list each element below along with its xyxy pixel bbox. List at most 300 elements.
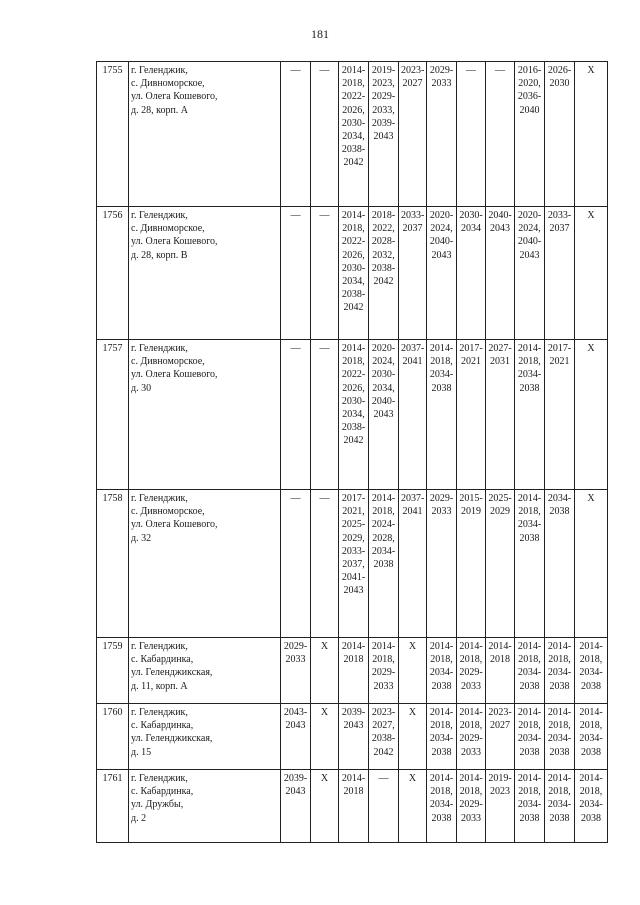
period-cell xyxy=(545,490,575,638)
period-cell xyxy=(486,638,515,704)
period-line: 2023 xyxy=(490,786,510,798)
period-cell xyxy=(457,638,486,704)
period-line: 2038 xyxy=(549,506,570,518)
period-line: 2024, xyxy=(430,223,453,235)
period-line: 2018, xyxy=(548,654,571,666)
address-line: г. Геленджик, xyxy=(131,641,188,652)
period-cell xyxy=(515,638,545,704)
period-line: — xyxy=(319,493,330,504)
address-line: г. Геленджик, xyxy=(131,493,188,504)
period-line: 2038 xyxy=(431,812,452,824)
period-line: 2018 xyxy=(343,654,364,666)
address-line: с. Кабардинка, xyxy=(131,786,194,798)
period-cell xyxy=(486,490,515,638)
period-cell xyxy=(545,340,575,490)
period-line: 2038 xyxy=(549,746,570,758)
period-cell xyxy=(427,638,457,704)
period-line: 2033 xyxy=(461,746,481,758)
address-line: с. Кабардинка, xyxy=(131,654,194,666)
table-body xyxy=(97,62,608,843)
period-line: 2020, xyxy=(518,78,541,90)
period-line: 2038 xyxy=(549,680,570,692)
period-line: 2014- xyxy=(488,641,512,652)
period-line: 2022- xyxy=(341,91,366,103)
period-line: X xyxy=(587,493,595,504)
period-line: 2014- xyxy=(517,343,542,354)
period-line: 2014- xyxy=(547,773,572,784)
period-cell xyxy=(281,207,311,340)
period-line: 2038 xyxy=(581,680,601,692)
record-number-cell: 1758 xyxy=(97,490,129,638)
address-line: ул. Олега Кошевого, xyxy=(131,369,218,381)
period-line: 2022- xyxy=(341,236,366,248)
period-line: 2014- xyxy=(341,343,366,354)
period-line: 2037 xyxy=(402,223,423,235)
address-cell xyxy=(129,490,281,638)
period-cell xyxy=(369,207,399,340)
period-line: 2021 xyxy=(549,356,570,368)
period-line: 2018, xyxy=(548,720,571,732)
period-line: 2017- xyxy=(547,343,572,354)
period-line: 2038 xyxy=(373,559,394,571)
period-cell xyxy=(427,207,457,340)
period-line: X xyxy=(320,641,329,652)
period-line: — xyxy=(319,65,330,76)
address-line: ул. Геленджикская, xyxy=(131,667,213,679)
period-line: 2037- xyxy=(401,343,425,354)
period-line: 2029- xyxy=(429,493,454,504)
period-cell xyxy=(399,770,427,843)
period-line: X xyxy=(587,65,595,76)
period-line: 2014- xyxy=(547,707,572,718)
address-line: с. Дивноморское, xyxy=(131,506,205,518)
period-line: 2017- xyxy=(341,493,366,504)
period-cell xyxy=(457,207,486,340)
period-cell xyxy=(311,770,339,843)
period-line: 2030 xyxy=(549,78,570,90)
period-line: 2038 xyxy=(549,812,570,824)
period-line: 2034- xyxy=(429,667,454,679)
period-line: 2018, xyxy=(579,786,603,798)
period-line: 2026- xyxy=(547,65,572,76)
period-line: 2020- xyxy=(429,210,454,221)
period-line: 2043 xyxy=(285,786,306,798)
period-line: 2014- xyxy=(517,773,542,784)
record-number-cell: 1761 xyxy=(97,770,129,843)
address-line: г. Геленджик, xyxy=(131,773,188,784)
period-line: 2026, xyxy=(342,104,365,116)
period-line: — xyxy=(495,65,505,76)
period-line: 2038 xyxy=(431,680,452,692)
period-cell xyxy=(427,490,457,638)
period-cell xyxy=(575,207,608,340)
table-row xyxy=(97,704,608,770)
period-cell xyxy=(427,770,457,843)
period-line: 2042 xyxy=(373,276,394,288)
period-cell xyxy=(399,704,427,770)
period-line: 2043 xyxy=(490,223,510,235)
period-line: 2034- xyxy=(547,799,572,811)
period-line: 2041 xyxy=(402,506,423,518)
period-line: — xyxy=(290,65,301,76)
period-line: 2038 xyxy=(519,746,540,758)
period-line: 2014- xyxy=(579,707,603,718)
period-cell xyxy=(575,62,608,207)
period-line: 2040 xyxy=(519,104,540,116)
period-line: 2025- xyxy=(341,519,366,531)
address-line: д. 28, корп. А xyxy=(131,104,189,116)
address-line: д. 2 xyxy=(131,812,147,824)
period-line: 2014- xyxy=(429,343,454,354)
period-line: 2033 xyxy=(373,680,394,692)
period-line: 2018, xyxy=(518,654,541,666)
period-line: 2031 xyxy=(490,356,510,368)
period-line: 2018, xyxy=(342,78,365,90)
period-cell xyxy=(457,704,486,770)
period-line: 2036- xyxy=(517,91,542,103)
period-line: X xyxy=(320,773,329,784)
period-line: 2018, xyxy=(518,720,541,732)
period-line: 2039- xyxy=(283,773,308,784)
period-line: 2014- xyxy=(429,707,454,718)
period-line: 2034- xyxy=(579,799,603,811)
address-cell xyxy=(129,704,281,770)
period-line: 2018 xyxy=(490,654,510,666)
period-line: 2019 xyxy=(461,506,481,518)
housing-repair-schedule-table xyxy=(96,61,608,843)
period-line: 2018, xyxy=(459,654,483,666)
table-row xyxy=(97,490,608,638)
period-line: 2034- xyxy=(517,519,542,531)
period-cell xyxy=(515,207,545,340)
period-line: 2018, xyxy=(518,356,541,368)
period-cell xyxy=(486,62,515,207)
address-line: с. Кабардинка, xyxy=(131,720,194,732)
address-line: с. Дивноморское, xyxy=(131,78,205,90)
period-line: 2034- xyxy=(517,733,542,745)
period-line: 2018, xyxy=(459,720,483,732)
period-cell xyxy=(339,770,369,843)
period-line: 2026, xyxy=(342,249,365,261)
period-line: 2014- xyxy=(459,773,483,784)
period-line: 2014- xyxy=(579,773,603,784)
period-cell xyxy=(399,638,427,704)
period-line: 2043 xyxy=(519,249,540,261)
period-line: 2038 xyxy=(581,746,601,758)
period-line: — xyxy=(290,210,301,221)
address-line: ул. Олега Кошевого, xyxy=(131,519,218,531)
address-line: с. Дивноморское, xyxy=(131,223,205,235)
period-line: 2028, xyxy=(372,532,395,544)
period-line: — xyxy=(290,343,301,354)
period-line: 2023- xyxy=(401,65,425,76)
period-line: 2034- xyxy=(429,369,454,381)
period-cell xyxy=(575,638,608,704)
period-line: 2018, xyxy=(518,506,541,518)
period-cell xyxy=(311,704,339,770)
period-cell xyxy=(515,62,545,207)
period-cell xyxy=(281,62,311,207)
period-line: 2039- xyxy=(371,117,396,129)
period-line: 2041- xyxy=(341,572,366,584)
period-line: 2029- xyxy=(459,799,483,811)
period-line: 2042 xyxy=(343,157,364,169)
address-cell xyxy=(129,207,281,340)
period-line: 2033, xyxy=(372,104,395,116)
period-line: 2018, xyxy=(579,654,603,666)
period-line: 2018, xyxy=(372,506,395,518)
period-line: 2034- xyxy=(517,799,542,811)
period-line: 2042 xyxy=(343,302,364,314)
period-line: 2023, xyxy=(372,78,395,90)
period-line: 2014- xyxy=(341,641,366,652)
period-line: 2033 xyxy=(431,506,452,518)
period-line: 2019- xyxy=(371,65,396,76)
period-line: 2038 xyxy=(581,812,601,824)
period-line: 2033 xyxy=(285,654,306,666)
period-cell xyxy=(486,207,515,340)
period-line: 2029- xyxy=(429,65,454,76)
period-line: 2043- xyxy=(283,707,308,718)
period-line: 2042 xyxy=(343,435,364,447)
period-line: 2014- xyxy=(341,773,366,784)
period-line: 2018 xyxy=(343,786,364,798)
period-line: 2014- xyxy=(517,493,542,504)
address-cell xyxy=(129,62,281,207)
period-line: 2043 xyxy=(343,585,364,597)
record-number-cell: 1755 xyxy=(97,62,129,207)
period-line: 2043 xyxy=(343,720,364,732)
table-row xyxy=(97,770,608,843)
period-line: 2014- xyxy=(517,641,542,652)
period-cell xyxy=(281,704,311,770)
period-line: 2038- xyxy=(341,289,366,301)
period-line: 2029- xyxy=(283,641,308,652)
period-line: 2033- xyxy=(401,210,425,221)
period-line: 2014- xyxy=(459,707,483,718)
period-line: 2034- xyxy=(547,493,572,504)
period-line: 2018, xyxy=(459,786,483,798)
period-cell xyxy=(311,207,339,340)
period-line: 2024, xyxy=(372,356,395,368)
period-line: 2024, xyxy=(518,223,541,235)
period-line: X xyxy=(408,641,417,652)
period-line: 2037- xyxy=(401,493,425,504)
period-line: 2018, xyxy=(518,786,541,798)
period-line: 2018, xyxy=(548,786,571,798)
period-cell xyxy=(339,340,369,490)
period-line: 2034- xyxy=(547,667,572,679)
period-cell xyxy=(311,490,339,638)
period-line: 2038 xyxy=(519,680,540,692)
period-line: 2029 xyxy=(490,506,510,518)
period-cell xyxy=(575,704,608,770)
period-line: 2029- xyxy=(371,91,396,103)
period-line: 2016- xyxy=(517,65,542,76)
period-cell xyxy=(545,770,575,843)
period-line: 2034- xyxy=(371,545,396,557)
period-line: X xyxy=(587,210,595,221)
period-line: 2032, xyxy=(372,249,395,261)
period-line: 2017- xyxy=(459,343,483,354)
period-line: 2018, xyxy=(430,654,453,666)
period-line: 2038- xyxy=(341,422,366,434)
period-cell xyxy=(281,340,311,490)
period-cell xyxy=(575,340,608,490)
period-line: 2028- xyxy=(371,236,396,248)
page-number: 181 xyxy=(311,27,329,41)
period-line: 2014- xyxy=(517,707,542,718)
address-line: с. Дивноморское, xyxy=(131,356,205,368)
period-line: 2018, xyxy=(579,720,603,732)
period-line: 2014- xyxy=(371,641,396,652)
address-cell xyxy=(129,638,281,704)
period-line: 2034, xyxy=(342,276,365,288)
period-line: 2038- xyxy=(371,262,396,274)
period-line: — xyxy=(319,343,330,354)
period-line: 2014- xyxy=(429,773,454,784)
period-line: 2038- xyxy=(371,733,396,745)
period-line: 2040- xyxy=(371,395,396,407)
period-line: 2029- xyxy=(371,667,396,679)
period-line: 2014- xyxy=(341,65,366,76)
period-cell xyxy=(311,62,339,207)
address-cell xyxy=(129,770,281,843)
period-line: 2038 xyxy=(519,382,540,394)
period-line: X xyxy=(587,343,595,354)
period-line: 2033- xyxy=(341,545,366,557)
address-cell xyxy=(129,340,281,490)
period-line: 2034- xyxy=(517,667,542,679)
period-cell xyxy=(399,340,427,490)
period-line: 2043 xyxy=(373,131,394,143)
address-line: г. Геленджик, xyxy=(131,343,188,354)
period-cell xyxy=(575,770,608,843)
period-line: 2034- xyxy=(429,799,454,811)
table-row xyxy=(97,207,608,340)
period-cell xyxy=(369,62,399,207)
period-cell xyxy=(427,340,457,490)
period-line: 2039- xyxy=(341,707,366,718)
period-line: 2018, xyxy=(430,786,453,798)
period-line: X xyxy=(408,773,417,784)
period-line: 2042 xyxy=(373,746,394,758)
address-line: д. 30 xyxy=(131,382,152,394)
period-cell xyxy=(545,638,575,704)
period-line: 2014- xyxy=(459,641,483,652)
period-line: 2029- xyxy=(459,667,483,679)
period-line: 2034 xyxy=(461,223,481,235)
period-line: 2033 xyxy=(461,680,481,692)
period-cell xyxy=(369,704,399,770)
period-line: 2033- xyxy=(547,210,572,221)
period-line: 2034, xyxy=(342,409,365,421)
period-cell xyxy=(399,62,427,207)
address-line: д. 11, корп. А xyxy=(131,680,188,692)
period-line: 2015- xyxy=(459,493,483,504)
period-line: 2026, xyxy=(342,382,365,394)
period-cell xyxy=(339,490,369,638)
address-line: д. 28, корп. В xyxy=(131,249,188,261)
period-line: 2018- xyxy=(371,210,396,221)
period-line: 2027 xyxy=(490,720,510,732)
period-line: X xyxy=(320,707,329,718)
period-line: 2030- xyxy=(341,262,366,274)
period-cell xyxy=(486,340,515,490)
period-line: 2040- xyxy=(429,236,454,248)
period-line: 2033 xyxy=(461,812,481,824)
period-cell xyxy=(399,207,427,340)
period-cell xyxy=(486,704,515,770)
period-line: 2014- xyxy=(547,641,572,652)
period-cell xyxy=(369,638,399,704)
record-number-cell: 1760 xyxy=(97,704,129,770)
period-line: — xyxy=(378,773,389,784)
table-row xyxy=(97,62,608,207)
period-cell xyxy=(545,704,575,770)
record-number-cell: 1756 xyxy=(97,207,129,340)
period-line: 2027 xyxy=(402,78,423,90)
period-line: 2030- xyxy=(341,117,366,129)
period-line: 2037, xyxy=(342,559,365,571)
period-cell xyxy=(457,62,486,207)
period-cell xyxy=(339,62,369,207)
period-cell xyxy=(339,638,369,704)
period-cell xyxy=(515,770,545,843)
period-line: 2040- xyxy=(517,236,542,248)
period-line: — xyxy=(290,493,301,504)
period-cell xyxy=(369,340,399,490)
period-line: 2038 xyxy=(519,812,540,824)
period-line: 2018, xyxy=(372,654,395,666)
period-line: 2018, xyxy=(430,356,453,368)
period-line: 2034, xyxy=(372,382,395,394)
period-line: 2019- xyxy=(488,773,512,784)
period-cell xyxy=(575,490,608,638)
period-line: 2022- xyxy=(341,369,366,381)
table-row xyxy=(97,340,608,490)
period-line: 2027- xyxy=(488,343,512,354)
period-line: 2020- xyxy=(517,210,542,221)
address-line: д. 15 xyxy=(131,746,152,758)
period-cell xyxy=(545,207,575,340)
period-cell xyxy=(427,62,457,207)
period-line: 2030- xyxy=(459,210,483,221)
period-cell xyxy=(545,62,575,207)
period-line: — xyxy=(466,65,476,76)
period-cell xyxy=(311,638,339,704)
address-line: ул. Дружбы, xyxy=(131,799,184,811)
period-line: 2021 xyxy=(461,356,481,368)
period-cell xyxy=(486,770,515,843)
period-line: 2025- xyxy=(488,493,512,504)
period-line: 2014- xyxy=(341,210,366,221)
period-line: 2043 xyxy=(285,720,306,732)
period-line: X xyxy=(408,707,417,718)
period-line: 2034- xyxy=(579,733,603,745)
period-cell xyxy=(457,340,486,490)
period-cell xyxy=(369,770,399,843)
period-line: 2023- xyxy=(488,707,512,718)
period-cell xyxy=(339,704,369,770)
address-line: г. Геленджик, xyxy=(131,707,188,718)
period-line: 2034- xyxy=(579,667,603,679)
period-line: 2029, xyxy=(342,532,365,544)
period-cell xyxy=(515,340,545,490)
period-cell xyxy=(515,704,545,770)
period-cell xyxy=(515,490,545,638)
period-line: 2038 xyxy=(431,746,452,758)
